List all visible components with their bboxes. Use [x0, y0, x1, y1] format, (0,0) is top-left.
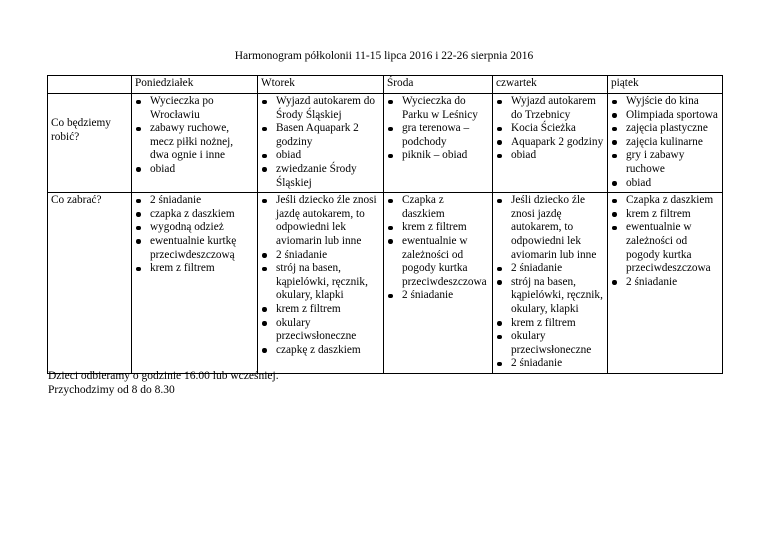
list-item-text: okulary przeciwsłoneczne [511, 330, 592, 356]
list-item-text: czapkę z daszkiem [276, 343, 361, 356]
corner-cell [48, 76, 132, 94]
list-item [135, 235, 254, 262]
list-item [496, 317, 604, 331]
list-item-text: Wyjście do kina [626, 95, 699, 107]
list-item-text: ewentualnie kurtkę przeciwdeszczową [150, 234, 237, 261]
list-item [135, 208, 254, 222]
row-label-cell [48, 94, 132, 193]
list-item [611, 149, 719, 176]
list-item [611, 276, 719, 290]
list-item-text: strój na basen, kąpielówki, ręcznik, okulary, klapki [511, 275, 603, 315]
day-cell [258, 193, 384, 374]
list-item-text: obiad [276, 149, 302, 162]
activity-list [496, 95, 604, 163]
list-item-text: gra terenowa – podchody [402, 122, 470, 148]
list-item-text: Wycieczka do Parku w Leśnicy [402, 95, 478, 121]
list-item-text: krem z filtrem [276, 302, 341, 315]
list-item-text: 2 śniadanie [511, 262, 563, 275]
list-item [261, 163, 380, 190]
pickup-note: Dzieci odbieramy o godzinie 16.00 lub wcześniej. [48, 370, 279, 382]
column-header: Wtorek [258, 76, 384, 94]
list-item [135, 122, 254, 163]
list-item-text: obiad [511, 149, 537, 162]
row-label-cell [48, 193, 132, 374]
list-item [611, 109, 719, 123]
list-item [496, 149, 604, 163]
list-item [387, 235, 489, 289]
day-cell [384, 193, 493, 374]
column-header: czwartek [493, 76, 608, 94]
list-item-text: ewentualnie w zależności od pogody kurtka przeciwdeszczowa [626, 221, 711, 275]
list-item [135, 194, 254, 208]
list-item [611, 208, 719, 222]
list-item-text: ewentualnie w zależności od pogody kurtka przeciwdeszczowa [402, 234, 487, 288]
list-item-text: Czapka z daszkiem [402, 194, 445, 220]
list-item-text: 2 śniadanie [150, 194, 202, 207]
list-item-text: strój na basen, kąpielówki, ręcznik, okulary, klapki [276, 262, 368, 302]
list-item-text: krem z filtrem [626, 207, 691, 220]
list-item-text: piknik – obiad [402, 149, 468, 162]
list-item [387, 95, 489, 122]
list-item [496, 330, 604, 357]
activity-list [387, 95, 489, 163]
column-header: piątek [608, 76, 723, 94]
list-item [261, 249, 380, 263]
list-item-text: 2 śniadanie [511, 357, 563, 370]
list-item [261, 317, 380, 344]
list-item-text: obiad [626, 176, 652, 189]
day-cell [132, 94, 258, 193]
column-header: Środa [384, 76, 493, 94]
list-item-text: zabawy ruchowe, mecz piłki nożnej, dwa ognie i inne [150, 122, 234, 162]
list-item-text: Basen Aquapark 2 godziny [276, 122, 359, 148]
list-item [387, 122, 489, 149]
list-item-text: krem z filtrem [511, 316, 576, 329]
list-item-text: okulary przeciwsłoneczne [276, 316, 357, 343]
arrival-note: Przychodzimy od 8 do 8.30 [48, 383, 175, 396]
list-item-text: Aquapark 2 godziny [511, 135, 604, 148]
list-item-text: Jeśli dziecko źle znosi jazdę autokarem, to odpowiedni lek aviomarin lub inne [276, 194, 377, 247]
day-cell [493, 94, 608, 193]
list-item [611, 194, 719, 208]
list-item-text: zwiedzanie Środy Śląskiej [276, 162, 357, 189]
list-item-text: krem z filtrem [150, 262, 215, 275]
list-item [387, 289, 489, 303]
list-item-text: 2 śniadanie [626, 275, 678, 288]
activity-list [611, 95, 719, 190]
list-item [496, 122, 604, 136]
column-header: Poniedziałek [132, 76, 258, 94]
list-item-text: Wyjazd autokarem do Środy Śląskiej [276, 95, 376, 121]
list-item-text: czapka z daszkiem [150, 207, 235, 220]
list-item [387, 221, 489, 235]
list-item [387, 194, 489, 221]
packing-list [496, 194, 604, 371]
list-item [496, 194, 604, 262]
list-item [261, 194, 380, 248]
list-item-text: Wycieczka po Wrocławiu [150, 95, 214, 121]
list-item [496, 95, 604, 122]
table-row [48, 193, 723, 374]
list-item [261, 122, 380, 149]
header-row [48, 76, 723, 94]
list-item [135, 95, 254, 122]
day-cell [608, 94, 723, 193]
packing-list [387, 194, 489, 303]
list-item [261, 344, 380, 358]
list-item [135, 221, 254, 235]
activity-list [261, 95, 380, 190]
table-row [48, 94, 723, 193]
list-item [261, 262, 380, 303]
day-cell [493, 193, 608, 374]
packing-list [261, 194, 380, 357]
list-item [611, 136, 719, 150]
day-cell [384, 94, 493, 193]
list-item [387, 149, 489, 163]
row-label: Co będziemy robić? [51, 117, 111, 143]
packing-list [611, 194, 719, 289]
list-item [261, 149, 380, 163]
day-cell [258, 94, 384, 193]
day-cell [608, 193, 723, 374]
list-item-text: 2 śniadanie [402, 289, 454, 302]
page-title: Harmonogram półkolonii 11-15 lipca 2016 i 22-26 sierpnia 2016 [234, 50, 534, 62]
list-item [611, 221, 719, 275]
list-item-text: Czapka z daszkiem [626, 194, 714, 207]
schedule-table [47, 75, 723, 374]
list-item-text: zajęcia plastyczne [626, 122, 708, 135]
row-label: Co zabrać? [51, 194, 102, 207]
activity-list [135, 95, 254, 177]
list-item-text: krem z filtrem [402, 221, 467, 234]
list-item-text: zajęcia kulinarne [626, 135, 703, 148]
day-cell [132, 193, 258, 374]
list-item [611, 177, 719, 191]
list-item [496, 276, 604, 317]
footer-note [48, 370, 279, 397]
list-item [261, 95, 380, 122]
list-item-text: 2 śniadanie [276, 248, 328, 261]
list-item [135, 163, 254, 177]
list-item [496, 136, 604, 150]
list-item-text: Olimpiada sportowa [626, 108, 718, 121]
list-item-text: gry i zabawy ruchowe [626, 149, 685, 175]
list-item-text: Kocia Ścieżka [511, 122, 576, 135]
list-item [496, 262, 604, 276]
list-item [611, 122, 719, 136]
list-item [496, 357, 604, 371]
list-item [135, 262, 254, 276]
list-item [261, 303, 380, 317]
list-item-text: obiad [150, 162, 176, 175]
list-item-text: Wyjazd autokarem do Trzebnicy [511, 95, 596, 121]
list-item-text: wygodną odzież [150, 221, 224, 234]
packing-list [135, 194, 254, 276]
list-item [611, 95, 719, 109]
list-item-text: Jeśli dziecko źle znosi jazdę autokarem, to odpowiedni lek aviomarin lub inne [511, 194, 597, 261]
